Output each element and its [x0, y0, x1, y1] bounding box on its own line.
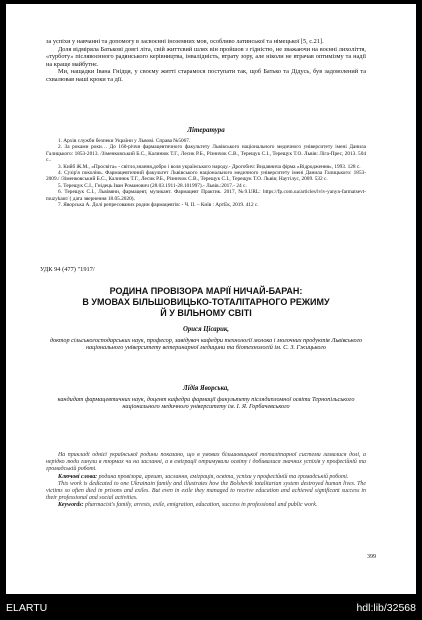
keywords-en-label: Keywords: — [58, 502, 84, 509]
intro-paragraph-1: за успіхи у навчанні та допомогу в засвоєнні іноземних мов, особливо латинської та німецької [5, с.21]. — [46, 38, 324, 45]
intro-paragraph-2: Доля відміряла Батькові довгі літа, свій життєвий шлях він пройшов з гідністю, не зважаючи на воєнні лихоліття, «турботу» післявоєнного радянського керівництва, інвалідність, втрату зору, але ніколи не втрачав оптимізму та надії на краще майбутнє. — [46, 45, 366, 68]
udk-code: УДК 94 (477) "1917/ — [40, 266, 95, 273]
keywords-en-text: pharmacist's family, arrests, exile, emigration, education, success in professional and public work. — [83, 502, 318, 509]
reference-item: 7. Яворська А. Долі репресованих родин фармацевтів: - Ч. ІІ. – Київ : АртЕк, 2019. 412 с. — [58, 202, 259, 209]
literature-heading: Література — [187, 126, 225, 134]
reference-item: 2. За роками роки… До 160-річчя фармацевтичного факультету Львівського національного медичного університету імені Данила Галицького: 1853-2013. /Зіменковський Б.С., Калинюк Т.Г., Лесик Р.Б., Різничок С.В., Терещук С.І., Терещук Т.О. Львів: Ліга-Прес, 2013. 504 с.. — [46, 144, 366, 164]
abstract-en: This work is dedicated to one Ukrainain family and illustrates how the Bolshevik totalitarian system destroyed human lives. The victims so often died in prisons and exiles. But even in exile they managed to receive education and achieved significant success in their professional and social activities. — [46, 480, 366, 502]
repository-footer — [0, 596, 422, 620]
reference-item: 1. Архів служби безпеки України у Львові. Справа №5067. — [58, 138, 191, 144]
keywords-ua-text: родина провізора, арешт, заслання, еміграція, освіта, успіхи у професійній та громадській роботі. — [97, 473, 349, 480]
author-1-affiliation: доктор сільськогосподарських наук, професор, завідувач кафедри технології молока і молочних продуктів Львівського національного університету ветеринарної медицини та біотехнологій ім. С. З. Гжицького — [49, 337, 363, 352]
keywords-en — [46, 502, 366, 509]
author-2-affiliation: кандидат фармацевтичних наук, доцент кафедри фармації факультету післядипломної освіти Тернопільського національного медичного університету ім. І. Я. Горбачевського — [57, 396, 355, 411]
reference-item: 6. Терещук С.І., Львівяни, фармацевт, музикант. Фармацевт Практик. 2017, №9.URL: https://fp.com.ua/articles/lviv-yanyn-farmatsevt-muzykant/ ( дата звернення 18.05.2020). — [46, 189, 366, 202]
author-2-name: Лідія Яворська, — [183, 385, 229, 392]
abstract-block — [46, 452, 366, 510]
document-page — [6, 4, 416, 594]
keywords-ua — [46, 474, 366, 481]
reference-item: 4. Сузір'я поколінь. Фармацевтичний факультет Львівського національного медичного університету імені Данила Галицького: 1853-2009./ /Зіменковський Б.С., Калинюк Т.Г., Лесик Р.Б., Різничок С.В., Терещук С.І., Терещук Т.О. Львів; Наутілус, 2009. 532 с. — [46, 170, 366, 183]
title-line: РОДИНА ПРОВІЗОРА МАРІЇ НИЧАЙ-БАРАН: — [109, 286, 303, 296]
article-title — [36, 286, 376, 319]
references-list — [46, 138, 366, 208]
keywords-ua-label: Ключові слова: — [58, 473, 98, 480]
title-line: В УМОВАХ БІЛЬШОВИЦЬКО-ТОТАЛІТАРНОГО РЕЖИМУ — [82, 297, 330, 307]
intro-paragraph-3: Ми, нащадки Івана Гнідця, у своєму житті старамося поступати так, щоб Батько та Дідусь, був задоволений та схвалював наші кроки та дії. — [46, 68, 366, 83]
repository-name[interactable]: ELARTU — [6, 602, 48, 614]
handle-link[interactable]: hdl:lib/32568 — [356, 602, 416, 614]
reference-item: 3. Кийб Ж.М., «Просвіта» - світло,знання,добро і воля українського народу.- Дрогобич: Видавнича фірма «Відродження», 1993. 128 с. — [58, 163, 361, 170]
title-line: Й У ВІЛЬНОМУ СВІТІ — [160, 308, 252, 318]
intro-text — [46, 38, 366, 84]
author-1-name: Орися Цісарик, — [182, 326, 230, 333]
reference-item: 5. Терещук С.І., Гнідець Іван Романович (28.03.1911-28.101997).- Львів.:2017.- 24 с. — [58, 182, 247, 189]
page-number: 399 — [367, 554, 376, 560]
abstract-ua: На прикладі однієї української родини показано, що в умовах більшовицької тоталітарної системи ламалися долі, а нерідко люди гинули в тюрмах чи на засланні, а в еміграції отримували освіту і добивалися значних успіхів у професійній та громадській роботі. — [46, 452, 366, 473]
